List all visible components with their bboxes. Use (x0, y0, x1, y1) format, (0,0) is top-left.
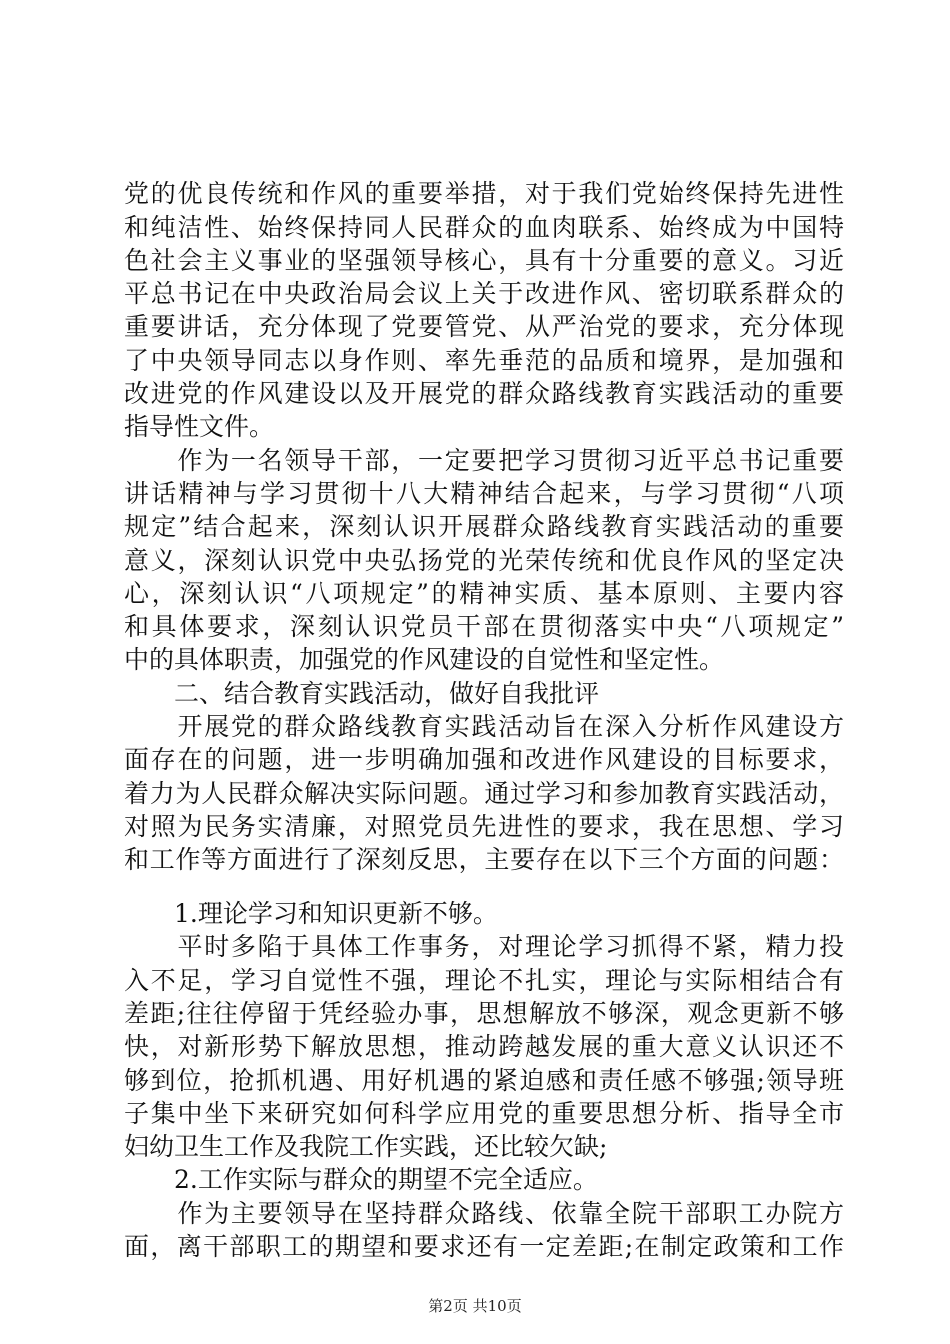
text-line: 色社会主义事业的坚强领导核心，具有十分重要的意义。习近 (124, 246, 844, 275)
text-line: 作为主要领导在坚持群众路线、依靠全院干部职工办院方 (124, 1199, 844, 1228)
text-line: 规定”结合起来，深刻认识开展群众路线教育实践活动的重要 (124, 512, 844, 541)
text-line: 和具体要求，深刻认识党员干部在贯彻落实中央“八项规定” (124, 612, 844, 641)
text-line: 意义，深刻认识党中央弘扬党的光荣传统和优良作风的坚定决 (124, 546, 844, 575)
text-line: 平总书记在中央政治局会议上关于改进作风、密切联系群众的 (124, 279, 844, 308)
text-line: 面，离干部职工的期望和要求还有一定差距;在制定政策和工作 (124, 1232, 844, 1261)
text-line: 开展党的群众路线教育实践活动旨在深入分析作风建设方 (124, 712, 844, 741)
text-line: 对照为民务实清廉，对照党员先进性的要求，我在思想、学习 (124, 812, 844, 841)
text-line: 快，对新形势下解放思想，推动跨越发展的重大意义认识还不 (124, 1032, 844, 1061)
section-heading: 二、结合教育实践活动，做好自我批评 (124, 679, 600, 708)
text-line: 作为一名领导干部，一定要把学习贯彻习近平总书记重要 (124, 446, 844, 475)
subsection-heading: 1.理论学习和知识更新不够。 (124, 899, 498, 928)
text-line: 改进党的作风建设以及开展党的群众路线教育实践活动的重要 (124, 379, 844, 408)
text-line: 了中央领导同志以身作则、率先垂范的品质和境界，是加强和 (124, 346, 844, 375)
text-line: 重要讲话，充分体现了党要管党、从严治党的要求，充分体现 (124, 312, 844, 341)
text-line: 讲话精神与学习贯彻十八大精神结合起来，与学习贯彻“八项 (124, 479, 844, 508)
text-line: 子集中坐下来研究如何科学应用党的重要思想分析、指导全市 (124, 1099, 844, 1128)
text-line: 和工作等方面进行了深刻反思，主要存在以下三个方面的问题： (124, 845, 844, 874)
text-line: 指导性文件。 (124, 412, 275, 441)
text-line: 妇幼卫生工作及我院工作实践，还比较欠缺; (124, 1132, 608, 1161)
text-line: 入不足，学习自觉性不强，理论不扎实，理论与实际相结合有 (124, 966, 844, 995)
text-line: 够到位，抢抓机遇、用好机遇的紧迫感和责任感不够强;领导班 (124, 1066, 844, 1095)
text-line: 平时多陷于具体工作事务，对理论学习抓得不紧，精力投 (124, 932, 844, 961)
text-line: 差距;往往停留于凭经验办事，思想解放不够深，观念更新不够 (124, 999, 844, 1028)
subsection-heading: 2.工作实际与群众的期望不完全适应。 (124, 1165, 598, 1194)
text-line: 中的具体职责，加强党的作风建设的自觉性和坚定性。 (124, 645, 725, 674)
text-line: 党的优良传统和作风的重要举措，对于我们党始终保持先进性 (124, 179, 844, 208)
text-line: 和纯洁性、始终保持同人民群众的血肉联系、始终成为中国特 (124, 213, 844, 242)
text-line: 着力为人民群众解决实际问题。通过学习和参加教育实践活动， (124, 779, 844, 808)
text-line: 心，深刻认识“八项规定”的精神实质、基本原则、主要内容 (124, 579, 844, 608)
text-line: 面存在的问题，进一步明确加强和改进作风建设的目标要求， (124, 745, 844, 774)
page-number-footer: 第2页 共10页 (428, 1297, 522, 1315)
